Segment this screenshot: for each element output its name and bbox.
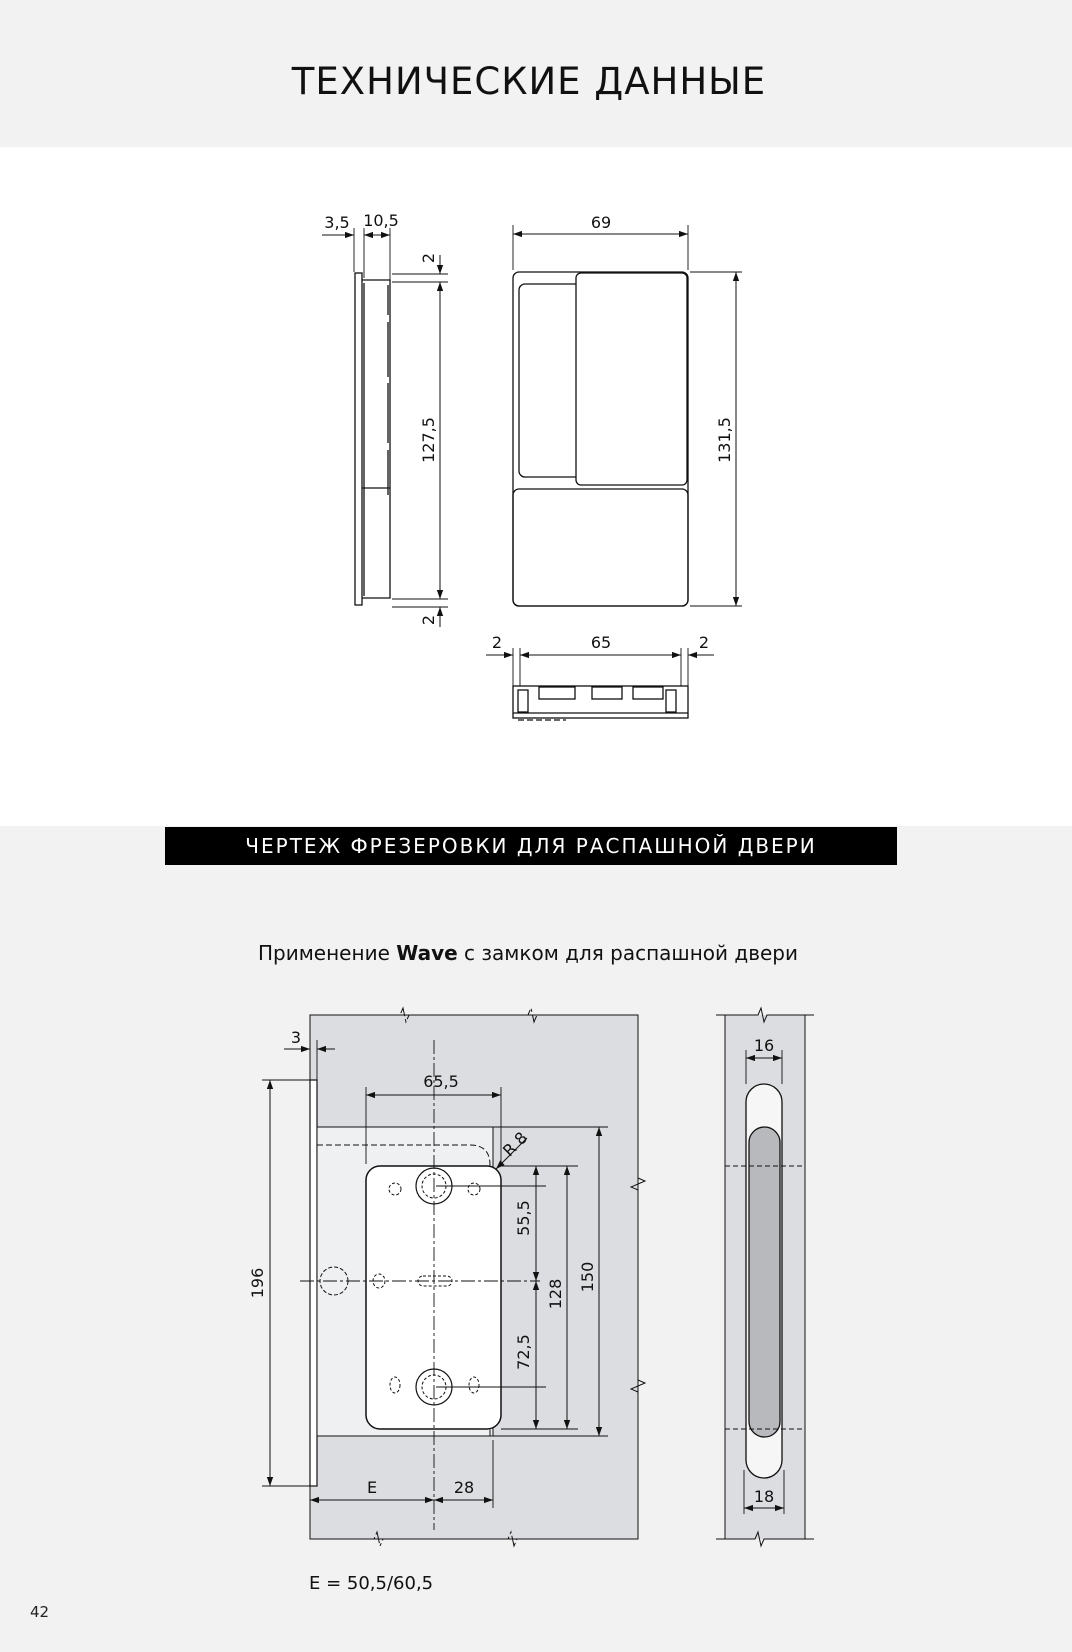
page-number: 42: [30, 1603, 50, 1621]
dim-backset: E: [366, 1478, 378, 1497]
dim-top-gap: 2: [419, 252, 438, 264]
application-subtitle: [0, 941, 1056, 965]
dim-side-top-width: 16: [753, 1036, 775, 1055]
dim-front-width: 69: [590, 213, 612, 232]
dim-front-height: 131,5: [715, 417, 734, 463]
dim-radius: R 8: [499, 1128, 532, 1161]
bottom-view: [486, 648, 714, 720]
product-name: Wave: [396, 941, 458, 965]
dim-depth: 10,5: [363, 211, 399, 230]
front-view: [513, 225, 742, 606]
backset-footnote: E = 50,5/60,5: [309, 1573, 434, 1594]
dim-upper-offset: 55,5: [514, 1200, 533, 1236]
dim-plate-thickness: 3: [290, 1028, 302, 1047]
section-title: ЧЕРТЕЖ ФРЕЗЕРОВКИ ДЛЯ РАСПАШНОЙ ДВЕРИ: [245, 834, 817, 858]
dim-inner-height: 128: [546, 1278, 565, 1310]
dim-bottom-gap: 2: [419, 614, 438, 626]
dim-flange: 3,5: [324, 213, 350, 232]
dim-total-height: 196: [248, 1267, 267, 1299]
dim-bottom-left-gap: 2: [491, 633, 503, 652]
milling-side-view: [716, 1008, 814, 1546]
dim-bottom-right-gap: 2: [698, 633, 710, 652]
subtitle-prefix: Применение: [257, 941, 397, 965]
dim-side-height: 127,5: [419, 417, 438, 463]
page-title: ТЕХНИЧЕСКИЕ ДАННЫЕ: [291, 60, 767, 103]
section-title-bar: [165, 827, 897, 865]
dim-outer-height: 150: [578, 1261, 597, 1293]
dim-center-offset: 28: [453, 1478, 475, 1497]
dim-lower-offset: 72,5: [514, 1334, 533, 1370]
dim-side-bottom-width: 18: [753, 1487, 775, 1506]
subtitle-suffix: с замком для распашной двери: [457, 941, 798, 965]
dim-bottom-width: 65: [590, 633, 612, 652]
dim-pocket-width: 65,5: [423, 1072, 459, 1091]
